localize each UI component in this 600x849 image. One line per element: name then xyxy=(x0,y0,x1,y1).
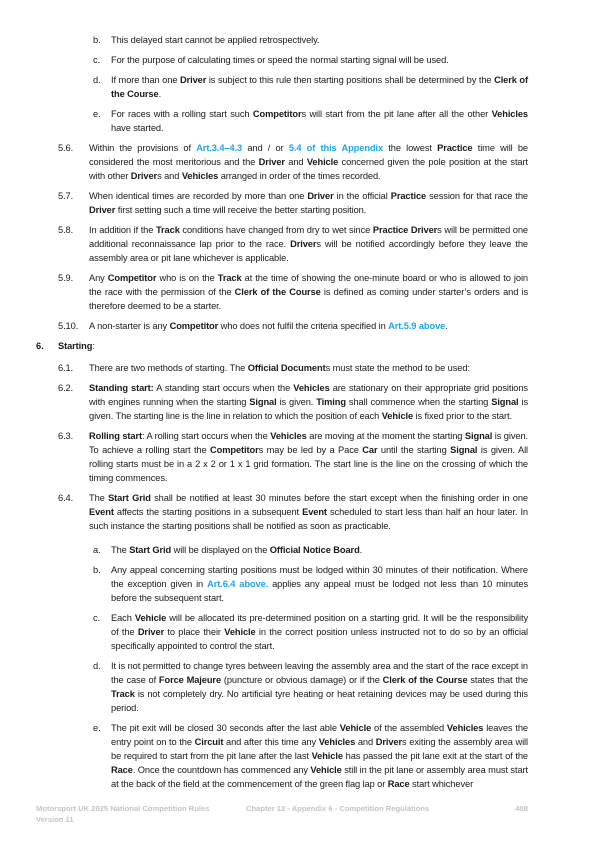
defined-term: Starting xyxy=(58,341,93,351)
clause-paragraph xyxy=(0,563,528,605)
defined-term: Practice xyxy=(390,191,427,201)
clause-text: This delayed start cannot be applied retrospectively. xyxy=(111,35,320,45)
defined-term: Driver xyxy=(290,239,317,249)
defined-term: Track xyxy=(217,273,242,283)
defined-term: Driver xyxy=(375,737,403,747)
defined-term: Driver xyxy=(89,205,116,215)
defined-term: Vehicle xyxy=(306,157,339,167)
clause-paragraph xyxy=(0,141,528,183)
clause-text: . xyxy=(158,89,162,99)
clause-number: a. xyxy=(93,545,101,555)
clause-text: s and xyxy=(157,171,182,181)
clause-paragraph xyxy=(0,543,528,557)
clause-text: start whichever xyxy=(409,779,474,789)
clause-number: 5.9. xyxy=(58,273,74,283)
clause-text: will be displayed on the xyxy=(171,545,270,555)
defined-term: Vehicles xyxy=(491,109,528,119)
clause-text: to place their xyxy=(164,627,225,637)
clause-text: s will start from the pit lane after all the other xyxy=(301,109,492,119)
clause-text: of the assembled xyxy=(371,723,447,733)
clause-text: A standing start occurs when the xyxy=(153,383,294,393)
clause-paragraph xyxy=(0,319,528,333)
clause-text: Any appeal concerning starting positions must be lodged within 30 minutes of their notification. Where the exception given in xyxy=(111,565,528,589)
clause-text: is given. All rolling starts must be in a 2 x 2 or 1 x 1 grid formation. The start line is the line on the crossing of which the timing commences. xyxy=(89,445,528,483)
clause-text: session for that race the xyxy=(426,191,528,201)
clause-text: If more than one xyxy=(111,75,180,85)
clause-number: 6.1. xyxy=(58,363,74,373)
defined-term: Signal xyxy=(450,445,478,455)
defined-term: Vehicles xyxy=(293,383,330,393)
clause-number: 5.8. xyxy=(58,225,74,235)
document-body xyxy=(0,33,600,791)
footer-title: Motorsport UK 2025 National Competition Rules xyxy=(36,804,210,813)
clause-number: b. xyxy=(93,565,101,575)
clause-number: 6.2. xyxy=(58,383,74,393)
defined-term: Rolling start xyxy=(89,431,142,441)
clause-text: is given. The starting line is the line in relation to which the position of each xyxy=(89,397,529,421)
clause-text: is given. xyxy=(276,397,317,407)
defined-term: Driver xyxy=(137,627,165,637)
defined-term: Driver xyxy=(307,191,334,201)
clause-text: s will be permitted one additional reconnaissance lap prior to the race. xyxy=(89,225,529,249)
clause-paragraph xyxy=(0,271,528,313)
clause-paragraph xyxy=(0,189,528,217)
clause-text: scheduled to start less than half an hour later. In such instance the starting positions shall be notified as soon as practicable. xyxy=(89,507,528,531)
clause-paragraph xyxy=(0,53,528,67)
clause-text: in the official xyxy=(333,191,391,201)
clause-number: 5.6. xyxy=(58,143,74,153)
clause-text: will be allocated its pre-determined position on a starting grid. It will be the responsibility of the xyxy=(111,613,528,637)
clause-text: is given. To achieve a rolling start the xyxy=(89,431,529,455)
clause-paragraph xyxy=(0,659,528,715)
clause-number: 6.4. xyxy=(58,493,74,503)
defined-term: Race xyxy=(387,779,410,789)
clause-text: the lowest xyxy=(383,143,438,153)
clause-text: who is on the xyxy=(156,273,218,283)
defined-term: Event xyxy=(302,507,327,517)
clause-text: Within the provisions of xyxy=(89,143,197,153)
clause-text: It is not permitted to change tyres between leaving the assembly area and the start of the race except in the case of xyxy=(111,661,528,685)
clause-text: is defined as coming under starter’s orders and is therefore deemed to be a starter. xyxy=(89,287,529,311)
defined-term: Car xyxy=(362,445,378,455)
defined-term: Clerk of the Course xyxy=(382,675,468,685)
clause-text: have started. xyxy=(111,123,164,133)
clause-text: A non-starter is any xyxy=(89,321,170,331)
defined-term: Force Majeure xyxy=(158,675,222,685)
clause-text: are moving at the moment the starting xyxy=(306,431,465,441)
defined-term: Competitor xyxy=(169,321,219,331)
clause-text: Any xyxy=(89,273,108,283)
clause-text: is subject to this rule then starting positions shall be determined by the xyxy=(206,75,495,85)
defined-term: Start Grid xyxy=(129,545,172,555)
cross-reference-link[interactable]: Art.5.9 above xyxy=(388,321,446,331)
defined-term: Vehicles xyxy=(446,723,484,733)
clause-number: b. xyxy=(93,35,101,45)
page-number: 408 xyxy=(515,804,528,813)
defined-term: Signal xyxy=(249,397,277,407)
clause-number: 6.3. xyxy=(58,431,74,441)
clause-paragraph xyxy=(0,381,528,423)
defined-term: Start Grid xyxy=(108,493,151,503)
clause-paragraph xyxy=(0,361,528,375)
clause-text: There are two methods of starting. The xyxy=(89,363,248,373)
defined-term: Vehicle xyxy=(310,765,342,775)
clause-text: s must state the method to be used: xyxy=(325,363,470,373)
clause-number: 6. xyxy=(36,341,44,351)
clause-paragraph xyxy=(0,429,528,485)
defined-term: Track xyxy=(111,689,135,699)
clause-text: at the time of showing the one-minute board or who is allowed to join the race with the permission of the xyxy=(89,273,529,297)
clause-text: s may be led by a Pace xyxy=(258,445,363,455)
clause-text: : A rolling start occurs when the xyxy=(142,431,271,441)
defined-term: Competitor xyxy=(252,109,302,119)
clause-text: and / or xyxy=(242,143,289,153)
defined-term: Event xyxy=(89,507,114,517)
defined-term: Vehicles xyxy=(181,171,219,181)
clause-text: states that the xyxy=(467,675,528,685)
clause-text: Each xyxy=(111,613,135,623)
clause-text: until the starting xyxy=(377,445,451,455)
cross-reference-link[interactable]: 5.4 of this Appendix xyxy=(288,143,384,153)
clause-paragraph xyxy=(0,107,528,135)
clause-text: applies any appeal must be lodged not less than 10 minutes before the subsequent start. xyxy=(111,579,529,603)
defined-term: Practice xyxy=(437,143,473,153)
defined-term: Official Document xyxy=(247,363,326,373)
clause-text: and after this time any xyxy=(223,737,319,747)
defined-term: Track xyxy=(155,225,180,235)
clause-number: d. xyxy=(93,75,101,85)
clause-paragraph xyxy=(0,33,528,47)
defined-term: Vehicle xyxy=(311,751,343,761)
clause-number: c. xyxy=(93,55,101,65)
clause-text: . xyxy=(445,321,448,331)
clause-text: affects the starting positions in a subsequent xyxy=(113,507,303,517)
clause-text: When identical times are recorded by more than one xyxy=(89,191,308,201)
clause-text: and xyxy=(355,737,376,747)
page-footer xyxy=(36,803,528,843)
defined-term: Practice Driver xyxy=(372,225,438,235)
defined-term: Vehicle xyxy=(381,411,414,421)
defined-term: Signal xyxy=(464,431,493,441)
defined-term: Driver xyxy=(179,75,207,85)
clause-text: concerned given the pole position at the start with other xyxy=(89,157,528,181)
clause-paragraph xyxy=(0,491,528,533)
clause-text: is fixed prior to the start. xyxy=(413,411,512,421)
defined-term: Vehicles xyxy=(270,431,307,441)
footer-title-block xyxy=(36,803,236,825)
clause-text: has passed the pit lane exit at the start of the xyxy=(342,751,528,761)
clause-text: time will be considered the most meritorious and the xyxy=(89,143,529,167)
clause-text: who does not fulfil the criteria specified in xyxy=(218,321,389,331)
section-heading xyxy=(0,339,528,353)
clause-text: The pit exit will be closed 30 seconds after the last able xyxy=(111,723,340,733)
defined-term: Clerk of the Course xyxy=(111,75,528,99)
clause-text: s will be notified accordingly before they leave the assembly area or pit lane whichever is applicable. xyxy=(89,239,528,263)
defined-term: Vehicle xyxy=(134,613,167,623)
clause-text: first setting such a time will receive the better starting position. xyxy=(115,205,367,215)
clause-text: are stationary on their appropriate grid positions with engines running when the starting xyxy=(89,383,528,407)
defined-term: Timing xyxy=(316,397,346,407)
clause-text: shall be notified at least 30 minutes before the start except when the finishing order in one xyxy=(150,493,528,503)
clause-text: : xyxy=(92,341,95,351)
clause-text: (puncture or obvious damage) or if the xyxy=(221,675,383,685)
clause-text: shall commence when the starting xyxy=(345,397,492,407)
clause-text: is not completely dry. No artificial tyre heating or heat retaining devices may be used during this period. xyxy=(111,689,528,713)
clause-paragraph xyxy=(0,611,528,653)
clause-text: conditions have changed from dry to wet since xyxy=(179,225,373,235)
clause-number: 5.7. xyxy=(58,191,74,201)
clause-text: . Once the countdown has commenced any xyxy=(132,765,311,775)
defined-term: Official Notice Board xyxy=(269,545,360,555)
clause-number: e. xyxy=(93,723,101,733)
clause-text: For races with a rolling start such xyxy=(111,109,253,119)
defined-term: Race xyxy=(111,765,133,775)
defined-term: Vehicles xyxy=(318,737,356,747)
clause-text: s exiting the assembly area will be required to start from the pit lane after the last xyxy=(111,737,528,761)
clause-text: The xyxy=(111,545,130,555)
clause-text: and xyxy=(284,157,307,167)
clause-number: e. xyxy=(93,109,101,119)
clause-number: 5.10. xyxy=(58,321,79,331)
defined-term: Competitor xyxy=(107,273,157,283)
clause-paragraph xyxy=(0,223,528,265)
clause-text: In addition if the xyxy=(89,225,156,235)
defined-term: Standing start: xyxy=(89,383,154,393)
footer-version: Version 11 xyxy=(36,815,74,824)
clause-paragraph xyxy=(0,721,528,791)
defined-term: Circuit xyxy=(194,737,224,747)
clause-text: arranged in order of the times recorded. xyxy=(218,171,381,181)
clause-text: For the purpose of calculating times or speed the normal starting signal will be used. xyxy=(111,55,449,65)
clause-text: in the correct position unless instructed not to do so by an official specifically appointed to control the start. xyxy=(111,627,528,651)
clause-text: The xyxy=(89,493,109,503)
clause-text: . xyxy=(359,545,363,555)
cross-reference-link[interactable]: Art.6.4 above. xyxy=(207,579,269,589)
clause-text: leaves the entry point on to the xyxy=(111,723,528,747)
defined-term: Vehicle xyxy=(339,723,372,733)
clause-paragraph xyxy=(0,73,528,101)
defined-term: Signal xyxy=(491,397,519,407)
cross-reference-link[interactable]: Art.3.4–4.3 xyxy=(196,143,243,153)
defined-term: Driver xyxy=(258,157,285,167)
footer-chapter: Chapter 12 - Appendix 6 - Competition Regulations xyxy=(246,804,430,813)
clause-number: c. xyxy=(93,613,101,623)
clause-number: d. xyxy=(93,661,101,671)
defined-term: Vehicle xyxy=(224,627,256,637)
defined-term: Driver xyxy=(130,171,158,181)
defined-term: Clerk of the Course xyxy=(234,287,321,297)
clause-text: still in the pit lane or assembly area must start at the back of the field at the commencement of the green flag lap or xyxy=(111,765,528,789)
defined-term: Competitor xyxy=(210,445,259,455)
